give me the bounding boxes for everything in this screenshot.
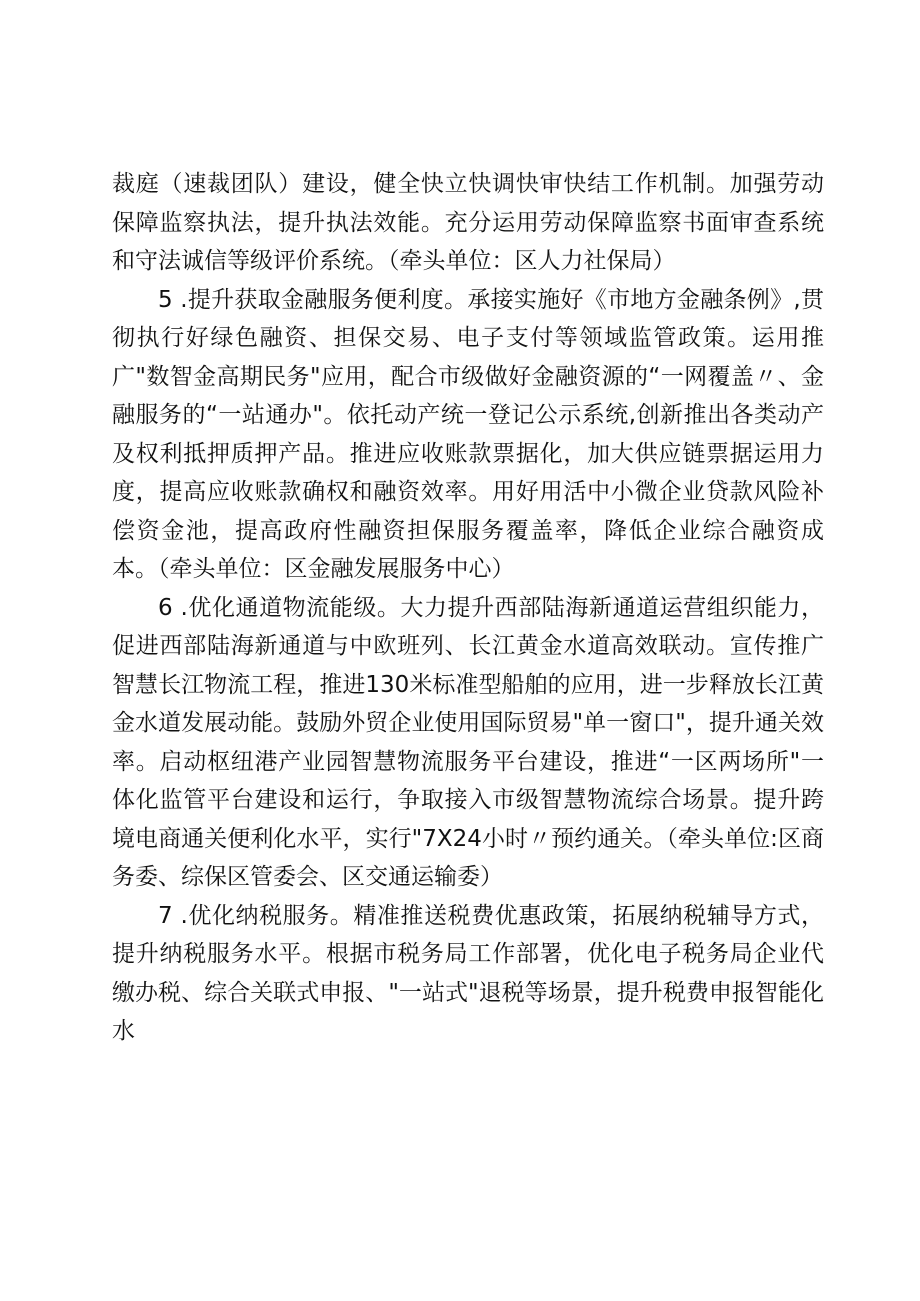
- paragraph-continuation: 裁庭（速裁团队）建设，健全快立快调快审快结工作机制。加强劳动保障监察执法，提升执法效能。充分运用劳动保障监察书面审查系统和守法诚信等级评价系统。（牵头单位：区人力社保局）: [112, 171, 824, 274]
- document-body: [112, 165, 824, 1051]
- paragraph-item-7: 7 .优化纳税服务。精准推送税费优惠政策，拓展纳税辅导方式，提升纳税服务水平。根据市税务局工作部署，优化电子税务局企业代缴办税、综合关联式申报、"一站式"退税等场景，提升税费申报智能化水: [112, 902, 824, 1044]
- paragraph-item-5: 5 .提升获取金融服务便利度。承接实施好《市地方金融条例》,贯彻执行好绿色融资、担保交易、电子支付等领域监管政策。运用推广"数智金高期民务"应用，配合市级做好金融资源的“一网覆盖〃、金融服务的“一站通办"。依托动产统一登记公示系统,创新推出各类动产及权利抵押质押产品。推进应收账款票据化，加大供应链票据运用力度，提高应收账款确权和融资效率。用好用活中小微企业贷款风险补偿资金池，提高政府性融资担保服务覆盖率，降低企业综合融资成本。（牵头单位：区金融发展服务中心）: [112, 286, 824, 582]
- paragraph-item-6: 6 .优化通道物流能级。大力提升西部陆海新通道运营组织能力，促进西部陆海新通道与中欧班列、长江黄金水道高效联动。宣传推广智慧长江物流工程，推进130米标准型船舶的应用，进一步释放长江黄金水道发展动能。鼓励外贸企业使用国际贸易"单一窗口"，提升通关效率。启动枢纽港产业园智慧物流服务平台建设，推进“一区两场所"一体化监管平台建设和运行，争取接入市级智慧物流综合场景。提升跨境电商通关便利化水平，实行"7X24小时〃预约通关。（牵头单位:区商务委、综保区管委会、区交通运输委）: [112, 594, 824, 890]
